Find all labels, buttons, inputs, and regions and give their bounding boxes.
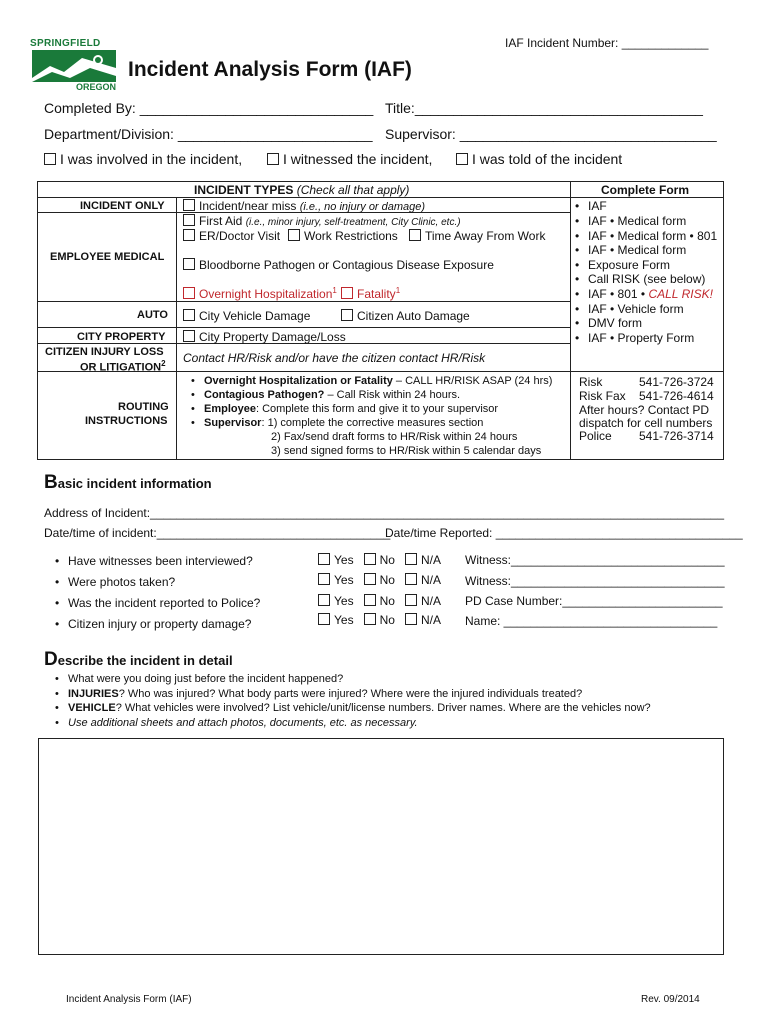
witnessed-checkbox[interactable] <box>267 153 279 165</box>
routing-text: : Complete this form and give it to your supervisor <box>255 403 499 415</box>
form-item: • IAF • Medical form <box>588 243 686 257</box>
no-checkbox[interactable] <box>364 553 376 565</box>
risk-phone: 541-726-3724 <box>639 375 714 389</box>
yes-checkbox[interactable] <box>318 594 330 606</box>
risk-fax-phone: 541-726-4614 <box>639 389 714 403</box>
first-aid-note: (i.e., minor injury, self-treatment, City Clinic, etc.) <box>245 217 461 228</box>
routing-bold: Employee <box>204 403 256 415</box>
logo-bottom-text: OREGON <box>76 82 117 92</box>
routing-item <box>204 375 552 387</box>
yes-no-na-row <box>318 573 441 587</box>
city-vehicle-label: City Vehicle Damage <box>199 309 311 323</box>
told-option[interactable] <box>456 151 622 167</box>
after-hours-text: After hours? Contact PD <box>579 403 710 417</box>
supervisor-field[interactable]: Supervisor: _________________________________ <box>385 126 717 142</box>
footer-revision: Rev. 09/2014 <box>641 994 700 1005</box>
overnight-checkbox[interactable] <box>183 287 195 299</box>
row-label-routing-2: INSTRUCTIONS <box>85 415 168 427</box>
no-label: No <box>379 553 395 567</box>
overnight-label: Overnight Hospitalization <box>199 287 333 301</box>
first-aid-checkbox[interactable] <box>183 214 195 226</box>
routing-step-3: 3) send signed forms to HR/Risk within 5 calendar days <box>271 445 542 457</box>
description-box[interactable] <box>38 738 724 955</box>
iaf-incident-number: IAF Incident Number: _____________ <box>505 36 709 50</box>
er-doctor-checkbox[interactable] <box>183 229 195 241</box>
yes-checkbox[interactable] <box>318 573 330 585</box>
form-item: • IAF • Medical form • 801 <box>588 229 717 243</box>
involved-option[interactable] <box>44 151 242 167</box>
form-item: • Exposure Form <box>588 258 670 272</box>
witnessed-option[interactable] <box>267 151 432 167</box>
describe-heading-rest: escribe the incident in detail <box>57 653 233 668</box>
na-checkbox[interactable] <box>405 613 417 625</box>
na-label: N/A <box>420 573 441 587</box>
near-miss-checkbox[interactable] <box>183 199 195 211</box>
no-checkbox[interactable] <box>364 573 376 585</box>
completed-by-field[interactable]: Completed By: ______________________________ <box>44 100 374 116</box>
no-label: No <box>379 573 395 587</box>
na-label: N/A <box>420 613 441 627</box>
date-reported-field[interactable]: Date/time Reported: _____________________________________ <box>385 526 743 540</box>
contact-hr-text: Contact HR/Risk and/or have the citizen contact HR/Risk <box>183 351 486 365</box>
citizen-auto-checkbox[interactable] <box>341 309 353 321</box>
describe-item <box>68 688 582 700</box>
footer-title: Incident Analysis Form (IAF) <box>66 994 192 1005</box>
row-label-citizen-2-text: OR LITIGATION <box>80 361 162 374</box>
risk-fax-label: Risk Fax <box>579 389 626 403</box>
row-label-employee-medical: EMPLOYEE MEDICAL <box>50 251 165 263</box>
no-checkbox[interactable] <box>364 613 376 625</box>
describe-item <box>68 702 651 714</box>
routing-step-2: 2) Fax/send draft forms to HR/Risk within 24 hours <box>271 431 518 443</box>
first-aid-label: First Aid <box>199 214 243 228</box>
pd-case-field[interactable]: PD Case Number:________________________ <box>465 594 723 608</box>
near-miss-label: Incident/near miss <box>199 199 297 213</box>
fatality-option[interactable] <box>341 286 400 301</box>
basic-info-heading <box>44 472 212 494</box>
overnight-sup: 1 <box>332 286 337 295</box>
basic-heading-rest: asic incident information <box>57 476 212 491</box>
yes-label: Yes <box>334 573 354 587</box>
citizen-auto-label: Citizen Auto Damage <box>357 309 470 323</box>
form-item: • IAF <box>588 199 607 213</box>
incident-types-header-note: (Check all that apply) <box>296 183 410 197</box>
form-item: • IAF • Vehicle form <box>588 302 684 316</box>
na-checkbox[interactable] <box>405 594 417 606</box>
yes-checkbox[interactable] <box>318 553 330 565</box>
address-field[interactable]: Address of Incident:______________________________________________________________________________________ <box>44 506 725 520</box>
no-label: No <box>379 594 395 608</box>
row-label-citizen-1: CITIZEN INJURY LOSS <box>45 346 164 358</box>
involved-label: I was involved in the incident, <box>60 151 243 167</box>
describe-text: ? What vehicles were involved? List vehicle/unit/license numbers. Driver names. Where are the vehicles now? <box>115 702 651 714</box>
row-label-incident-only: INCIDENT ONLY <box>80 200 165 212</box>
routing-item <box>204 417 483 429</box>
question-police: • Was the incident reported to Police? <box>68 596 260 610</box>
routing-bold: Supervisor <box>204 417 262 429</box>
date-time-field[interactable]: Date/time of incident:___________________________________ <box>44 526 391 540</box>
work-restrictions-option[interactable] <box>288 229 398 243</box>
row-label-routing-1: ROUTING <box>118 401 169 413</box>
row-label-city-property: CITY PROPERTY <box>77 331 166 343</box>
department-field[interactable]: Department/Division: _________________________ <box>44 126 373 142</box>
bloodborne-checkbox[interactable] <box>183 258 195 270</box>
row-label-citizen-2 <box>80 359 166 374</box>
fatality-checkbox[interactable] <box>341 287 353 299</box>
na-checkbox[interactable] <box>405 553 417 565</box>
form-item-call-risk <box>588 287 713 301</box>
yes-label: Yes <box>334 613 354 627</box>
told-label: I was told of the incident <box>472 151 623 167</box>
form-item: • IAF • Property Form <box>588 331 694 345</box>
overnight-option[interactable] <box>183 286 337 301</box>
name-field[interactable]: Name: ________________________________ <box>465 614 718 628</box>
er-doctor-label: ER/Doctor Visit <box>199 229 281 243</box>
na-label: N/A <box>420 594 441 608</box>
time-away-label: Time Away From Work <box>425 229 546 243</box>
work-restrictions-label: Work Restrictions <box>304 229 398 243</box>
bloodborne-label: Bloodborne Pathogen or Contagious Disease Exposure <box>199 258 494 272</box>
yes-no-na-row <box>318 613 441 627</box>
describe-heading <box>44 649 233 671</box>
title-field[interactable]: Title:_____________________________________ <box>385 100 703 116</box>
yes-no-na-row <box>318 553 441 567</box>
na-checkbox[interactable] <box>405 573 417 585</box>
city-property-option[interactable] <box>183 330 346 344</box>
routing-item <box>204 389 460 401</box>
first-aid-option[interactable] <box>183 214 461 228</box>
city-property-checkbox[interactable] <box>183 330 195 342</box>
fatality-sup: 1 <box>395 286 401 295</box>
time-away-checkbox[interactable] <box>409 229 421 241</box>
routing-text: – CALL HR/RISK ASAP (24 hrs) <box>392 375 553 387</box>
row-label-citizen-sup: 2 <box>161 359 166 368</box>
form-item: • IAF • Medical form <box>588 214 686 228</box>
near-miss-note: (i.e., no injury or damage) <box>299 201 426 213</box>
police-label: Police <box>579 429 612 443</box>
work-restrictions-checkbox[interactable] <box>288 229 300 241</box>
fatality-label: Fatality <box>357 287 396 301</box>
city-vehicle-option[interactable] <box>183 309 310 323</box>
no-label: No <box>379 613 395 627</box>
routing-text: – Call Risk within 24 hours. <box>324 389 461 401</box>
routing-item <box>204 403 498 415</box>
citizen-auto-option[interactable] <box>341 309 470 323</box>
question-photos: • Were photos taken? <box>68 575 175 589</box>
describe-text: ? Who was injured? What body parts were injured? Where were the injured individuals treated? <box>118 688 583 700</box>
basic-heading-cap: B <box>44 472 58 493</box>
row-label-auto: AUTO <box>137 309 168 321</box>
form-item: • Call RISK (see below) <box>588 272 705 286</box>
page-title: Incident Analysis Form (IAF) <box>128 58 412 81</box>
witness-field[interactable]: Witness:________________________________ <box>465 574 725 588</box>
yes-checkbox[interactable] <box>318 613 330 625</box>
logo-top-text: SPRINGFIELD <box>30 38 101 49</box>
witness-field[interactable]: Witness:________________________________ <box>465 553 725 567</box>
table-header-line <box>37 197 724 198</box>
dispatch-text: dispatch for cell numbers <box>579 416 713 430</box>
describe-bold: INJURIES <box>68 688 119 700</box>
na-label: N/A <box>420 553 441 567</box>
routing-text: : 1) complete the corrective measures section <box>261 417 484 429</box>
form-item-text: IAF • 801 • <box>588 287 646 301</box>
city-vehicle-checkbox[interactable] <box>183 309 195 321</box>
city-property-label: City Property Damage/Loss <box>199 330 346 344</box>
yes-label: Yes <box>334 553 354 567</box>
table-col-line-1 <box>176 197 177 460</box>
incident-types-header-label: INCIDENT TYPES <box>194 183 294 197</box>
incident-types-header <box>194 183 409 197</box>
witnessed-label: I witnessed the incident, <box>283 151 433 167</box>
yes-label: Yes <box>334 594 354 608</box>
risk-label: Risk <box>579 375 603 389</box>
question-witnesses: • Have witnesses been interviewed? <box>68 554 253 568</box>
complete-form-header: Complete Form <box>601 183 690 197</box>
near-miss-option[interactable] <box>183 199 425 213</box>
form-item: • DMV form <box>588 316 642 330</box>
police-phone: 541-726-3714 <box>639 429 714 443</box>
table-row-line <box>37 327 570 328</box>
describe-bold: VEHICLE <box>68 702 116 714</box>
yes-no-na-row <box>318 594 441 608</box>
er-doctor-option[interactable] <box>183 229 280 243</box>
time-away-option[interactable] <box>409 229 545 243</box>
question-citizen: • Citizen injury or property damage? <box>68 617 251 631</box>
table-row-line <box>37 301 570 302</box>
routing-bold: Contagious Pathogen? <box>204 389 325 401</box>
describe-heading-cap: D <box>44 649 58 670</box>
springfield-logo <box>30 38 118 94</box>
call-risk-text: CALL RISK! <box>648 287 713 301</box>
bloodborne-option[interactable] <box>183 258 494 272</box>
no-checkbox[interactable] <box>364 594 376 606</box>
routing-bold: Overnight Hospitalization or Fatality <box>204 375 393 387</box>
describe-item: • What were you doing just before the incident happened? <box>68 673 343 685</box>
describe-item: • Use additional sheets and attach photos, documents, etc. as necessary. <box>68 717 418 729</box>
involved-checkbox[interactable] <box>44 153 56 165</box>
table-col-line-2 <box>570 181 571 460</box>
told-checkbox[interactable] <box>456 153 468 165</box>
